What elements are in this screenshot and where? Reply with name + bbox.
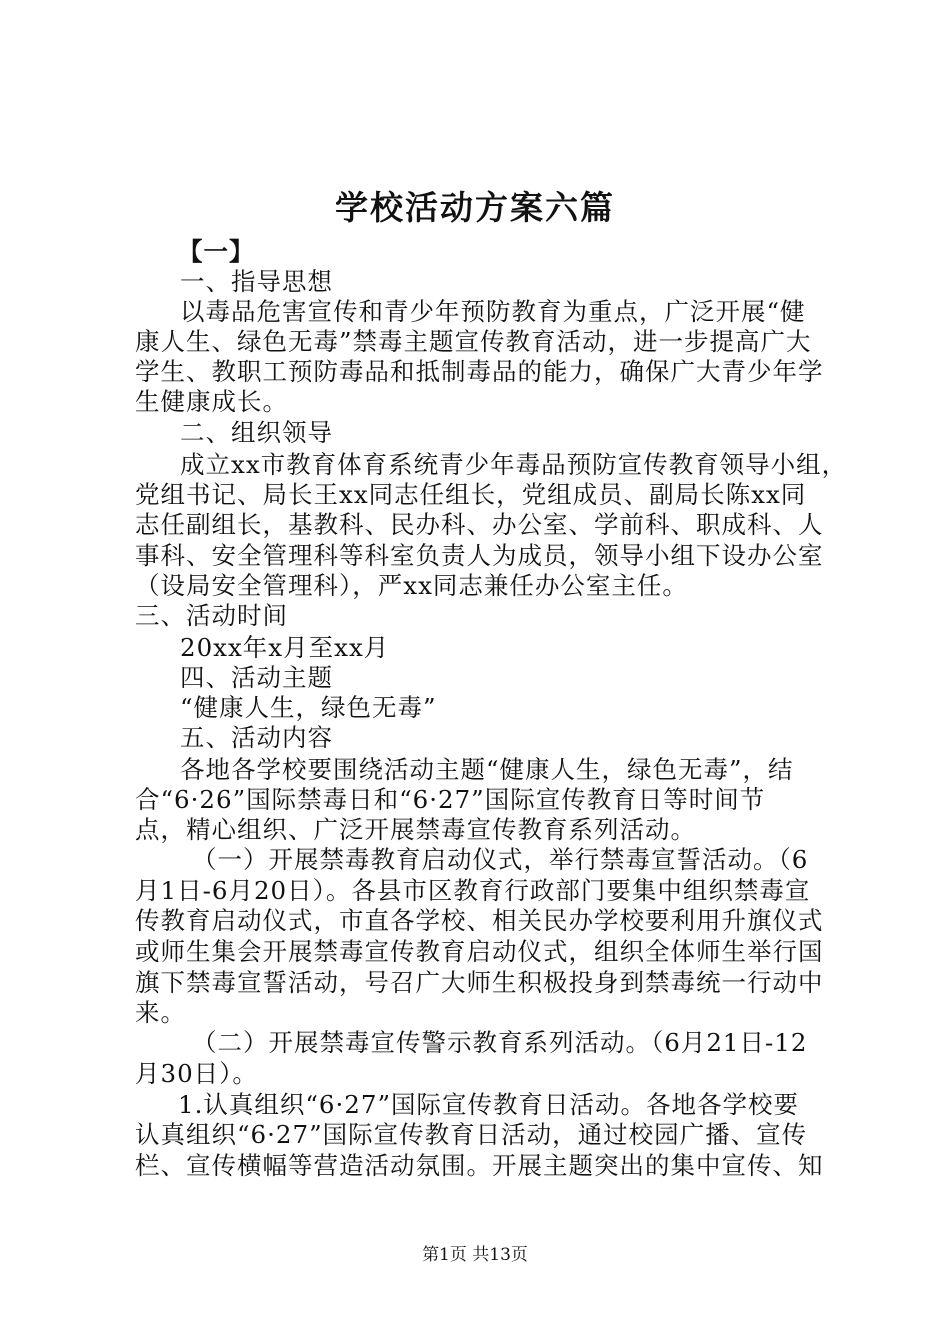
paragraph-line: 旗下禁毒宣誓活动，号召广大师生积极投身到禁毒统一行动中 bbox=[135, 968, 824, 997]
section-marker: 【一】 bbox=[178, 237, 255, 266]
paragraph-line: 党组书记、局长王xx同志任组长，党组成员、副局长陈xx同 bbox=[135, 480, 807, 509]
paragraph-line: 传教育启动仪式，市直各学校、相关民办学校要利用升旗仪式 bbox=[135, 906, 824, 935]
paragraph-line: （一）开展禁毒教育启动仪式，举行禁毒宣誓活动。（6 bbox=[192, 845, 809, 874]
paragraph-line: 志任副组长，基教科、民办科、办公室、学前科、职成科、人 bbox=[135, 510, 824, 539]
paragraph-line: 月30日）。 bbox=[135, 1059, 258, 1088]
paragraph-line: 以毒品危害宣传和青少年预防教育为重点，广泛开展“健 bbox=[180, 297, 806, 326]
paragraph-line: 来。 bbox=[135, 998, 186, 1027]
paragraph-line: 五、活动内容 bbox=[180, 723, 333, 752]
paragraph-line: 学生、教职工预防毒品和抵制毒品的能力，确保广大青少年学 bbox=[135, 357, 824, 386]
paragraph-line: 四、活动主题 bbox=[180, 663, 333, 692]
document-title: 学校活动方案六篇 bbox=[335, 188, 615, 227]
paragraph-line: 事科、安全管理科等科室负责人为成员，领导小组下设办公室 bbox=[135, 541, 824, 570]
paragraph-line: 栏、宣传横幅等营造活动氛围。开展主题突出的集中宣传、知 bbox=[135, 1151, 824, 1180]
paragraph-line: 20xx年x月至xx月 bbox=[180, 633, 390, 662]
paragraph-line: 三、活动时间 bbox=[135, 601, 288, 630]
paragraph-line: 各地各学校要围绕活动主题“健康人生，绿色无毒”，结 bbox=[180, 755, 794, 784]
paragraph-line: （二）开展禁毒宣传警示教育系列活动。（6月21日-12 bbox=[192, 1028, 808, 1057]
paragraph-line: 月1日-6月20日）。各县市区教育行政部门要集中组织禁毒宣 bbox=[135, 876, 811, 905]
paragraph-line: 合“6·26”国际禁毒日和“6·27”国际宣传教育日等时间节 bbox=[135, 785, 766, 814]
paragraph-line: 生健康成长。 bbox=[135, 387, 288, 416]
paragraph-line: 或师生集会开展禁毒宣传教育启动仪式，组织全体师生举行国 bbox=[135, 937, 824, 966]
paragraph-line: 认真组织“6·27”国际宣传教育日活动，通过校园广播、宣传 bbox=[135, 1120, 808, 1149]
paragraph-line: 成立xx市教育体育系统青少年毒品预防宣传教育领导小组， bbox=[180, 450, 848, 479]
paragraph-line: “健康人生，绿色无毒” bbox=[180, 693, 437, 722]
paragraph-line: 一、指导思想 bbox=[180, 267, 333, 296]
page-footer: 第1页 共13页 bbox=[422, 1245, 528, 1265]
paragraph-line: 1.认真组织“6·27”国际宣传教育日活动。各地各学校要 bbox=[178, 1090, 799, 1119]
paragraph-line: （设局安全管理科），严xx同志兼任办公室主任。 bbox=[135, 571, 688, 600]
paragraph-line: 二、组织领导 bbox=[180, 418, 333, 447]
paragraph-line: 康人生、绿色无毒”禁毒主题宣传教育活动，进一步提高广大 bbox=[135, 327, 812, 356]
paragraph-line: 点，精心组织、广泛开展禁毒宣传教育系列活动。 bbox=[135, 815, 696, 844]
